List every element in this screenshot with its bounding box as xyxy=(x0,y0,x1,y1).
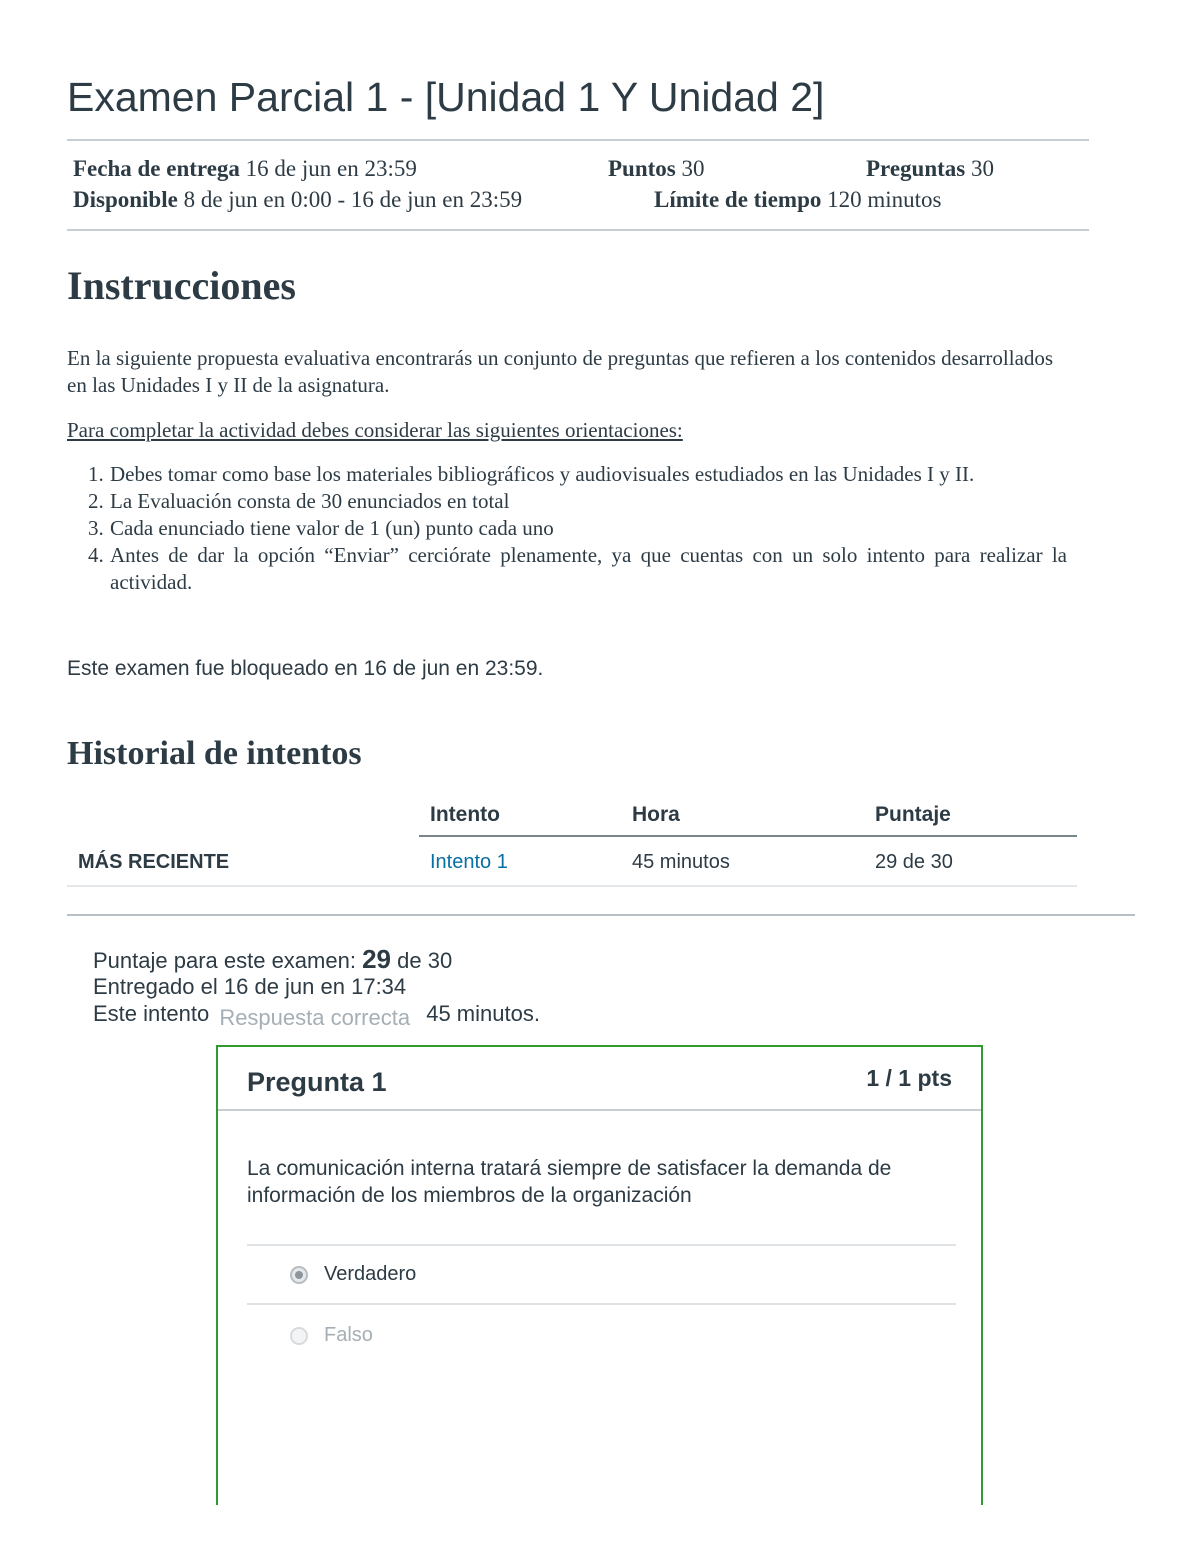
radio-unselected-icon[interactable] xyxy=(290,1327,308,1345)
correct-answer-tag: Respuesta correcta xyxy=(219,1005,411,1030)
questions-value: 30 xyxy=(971,156,994,181)
points-info xyxy=(608,156,705,182)
question-header xyxy=(218,1047,981,1111)
row-label-latest: MÁS RECIENTE xyxy=(78,851,230,873)
attempt-score: 29 de 30 xyxy=(875,851,953,873)
due-date-value: 16 de jun en 23:59 xyxy=(245,156,417,181)
lock-message: Este examen fue bloqueado en 16 de jun en 23:59. xyxy=(67,657,544,680)
submitted-at: Entregado el 16 de jun en 17:34 xyxy=(93,974,407,999)
time-limit-info xyxy=(654,187,941,213)
time-limit-label: Límite de tiempo xyxy=(654,187,822,212)
points-value: 30 xyxy=(681,156,705,181)
attempt-duration xyxy=(93,1001,540,1030)
table-header-divider xyxy=(419,835,1077,837)
instructions-orientation: Para completar la actividad debes considerar las siguientes orientaciones: xyxy=(67,418,683,442)
list-item-number: 2. xyxy=(88,489,104,513)
section-divider xyxy=(67,914,1135,916)
list-item-text: La Evaluación consta de 30 enunciados en total xyxy=(110,489,510,513)
due-date-label: Fecha de entrega xyxy=(73,156,240,181)
radio-selected-icon[interactable] xyxy=(290,1266,308,1284)
score-prefix: Puntaje para este examen: xyxy=(93,948,356,973)
question-text: La comunicación interna tratará siempre de satisfacer la demanda de información de los miembros de la organización xyxy=(247,1157,892,1207)
available-info xyxy=(73,187,522,213)
available-label: Disponible xyxy=(73,187,178,212)
list-item-number: 1. xyxy=(88,462,104,486)
questions-label: Preguntas xyxy=(866,156,966,181)
title-divider xyxy=(67,139,1089,141)
answer-label: Falso xyxy=(324,1324,373,1346)
column-header-score: Puntaje xyxy=(875,803,951,826)
points-label: Puntos xyxy=(608,156,676,181)
available-value: 8 de jun en 0:00 - 16 de jun en 23:59 xyxy=(183,187,523,212)
list-item xyxy=(67,488,1067,515)
questions-info xyxy=(866,156,994,182)
column-header-time: Hora xyxy=(632,803,680,826)
question-card xyxy=(216,1045,983,1505)
attempt-prefix: Este intento xyxy=(93,1001,210,1026)
column-header-attempt: Intento xyxy=(430,803,500,826)
answer-divider xyxy=(247,1244,956,1246)
instructions-heading: Instrucciones xyxy=(67,263,296,308)
attempt-suffix: 45 minutos. xyxy=(426,1001,540,1026)
attempt-link[interactable]: Intento 1 xyxy=(430,851,508,873)
due-date xyxy=(73,156,417,182)
list-item xyxy=(67,542,1067,596)
meta-divider xyxy=(67,229,1089,231)
answer-label: Verdadero xyxy=(324,1263,417,1285)
instructions-list xyxy=(67,461,1067,596)
instructions-intro: En la siguiente propuesta evaluativa encontrarás un conjunto de preguntas que refieren a los contenidos desarrollados en las Unidades I y II de la asignatura. xyxy=(67,346,1054,397)
time-limit-value: 120 minutos xyxy=(827,187,942,212)
list-item-text: Debes tomar como base los materiales bibliográficos y audiovisuales estudiados en las Unidades I y II. xyxy=(110,462,975,486)
list-item-number: 3. xyxy=(88,516,104,540)
attempt-time: 45 minutos xyxy=(632,851,730,873)
score-suffix: de 30 xyxy=(397,948,453,973)
list-item-text: Antes de dar la opción “Enviar” cerciórate plenamente, ya que cuentas con un solo intento para realizar la actividad. xyxy=(110,543,1067,594)
quiz-score xyxy=(93,944,452,975)
list-item xyxy=(67,515,1067,542)
table-row-divider xyxy=(67,885,1077,887)
list-item xyxy=(67,461,1067,488)
page-title: Examen Parcial 1 - [Unidad 1 Y Unidad 2] xyxy=(67,74,825,120)
question-title: Pregunta 1 xyxy=(247,1067,387,1097)
score-value: 29 xyxy=(362,944,391,974)
list-item-number: 4. xyxy=(88,543,104,567)
history-heading: Historial de intentos xyxy=(67,735,362,772)
answer-divider xyxy=(247,1303,956,1305)
list-item-text: Cada enunciado tiene valor de 1 (un) punto cada uno xyxy=(110,516,554,540)
question-points: 1 / 1 pts xyxy=(866,1065,952,1091)
